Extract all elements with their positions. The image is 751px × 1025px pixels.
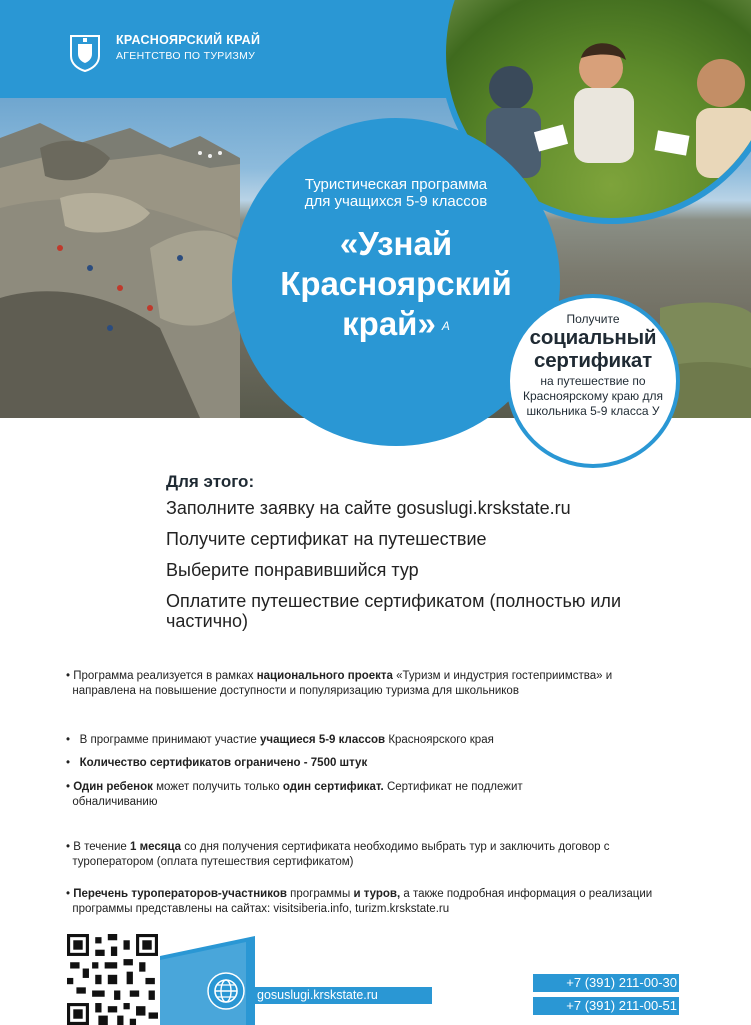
certificate-word: сертификат	[534, 349, 652, 372]
program-title-line3: край»	[342, 305, 436, 342]
info-text: обналичиванию	[72, 796, 158, 808]
certificate-social: социальный	[529, 326, 657, 349]
certificate-text	[510, 312, 676, 419]
info-text: программы представлены на сайтах: visitsiberia.info, turizm.krskstate.ru	[72, 903, 450, 915]
certificate-line2: Красноярскому краю для	[522, 389, 664, 403]
org-title: КРАСНОЯРСКИЙ КРАЙ	[116, 33, 261, 47]
info-national-project: • Программа реализуется в рамках национального проекта «Туризм и индустрия гостеприимства» и направлена на повышение доступности и популяризацию туризма для школьников	[66, 670, 613, 697]
program-title-line2: Красноярский	[280, 265, 512, 302]
step-item: Оплатите путешествие сертификатом (полностью или частично)	[166, 591, 621, 631]
steps-heading: Для этого:	[166, 472, 255, 491]
info-bold: Один ребенок	[73, 781, 153, 793]
info-text: В программе принимают участие	[79, 734, 261, 746]
info-bold: Количество сертификатов ограничено - 7500 штук	[79, 757, 368, 769]
globe-icon	[207, 972, 245, 1010]
info-bold: национального проекта	[256, 670, 393, 682]
info-text: В течение	[73, 841, 131, 853]
info-bold: и туров,	[353, 888, 401, 900]
info-bold: один сертификат.	[282, 781, 384, 793]
info-text: Сертификат не подлежит	[383, 781, 523, 793]
info-text: а также подробная информация о реализации	[400, 888, 653, 900]
info-text: Красноярского края	[385, 734, 494, 746]
info-bold: 1 месяца	[130, 841, 182, 853]
step-item: Выберите понравившийся тур	[166, 560, 419, 580]
org-subtitle: АГЕНТСТВО ПО ТУРИЗМУ	[116, 50, 256, 62]
info-text: может получить только	[152, 781, 283, 793]
info-one-certificate: • Один ребенок может получить только один сертификат. Сертификат не подлежит обналичиванию	[66, 781, 523, 808]
certificate-circle	[506, 294, 680, 468]
info-text: Программа реализуется в рамках	[73, 670, 257, 682]
step-item: Получите сертификат на путешествие	[166, 529, 487, 549]
phone-number-1[interactable]: +7 (391) 211-00-30	[533, 974, 679, 992]
qr-code[interactable]	[67, 934, 158, 1025]
info-text: со дня получения сертификата необходимо выбрать тур и заключить договор с	[181, 841, 610, 853]
phone-number-2[interactable]: +7 (391) 211-00-51	[533, 997, 679, 1015]
info-operators: • Перечень туроператоров-участников программы и туров, а также подробная информация о реализации программы представлены на сайтах: visitsiberia.info, turizm.krskstate.ru	[66, 888, 653, 915]
step-item: Заполните заявку на сайте gosuslugi.krskstate.ru	[166, 498, 571, 518]
certificate-details	[510, 374, 676, 419]
certificate-get: Получите	[566, 312, 620, 326]
info-limit: • Количество сертификатов ограничено - 7500 штук	[66, 757, 368, 769]
agency-logo	[68, 30, 288, 76]
info-text: программы	[286, 888, 354, 900]
info-text: туроператором (оплата путешествия сертификатом)	[72, 856, 354, 868]
steps-list	[166, 472, 726, 642]
certificate-line1: на путешествие по	[540, 374, 646, 388]
info-text: направлена на повышение доступности и популяризацию туризма для школьников	[72, 685, 519, 697]
coat-of-arms-icon	[68, 32, 102, 72]
info-bold: Перечень туроператоров-участников	[73, 888, 287, 900]
program-subtitle-line2: для учащихся 5-9 классов	[304, 193, 488, 210]
program-subtitle	[232, 176, 560, 210]
info-deadline: • В течение 1 месяца со дня получения сертификата необходимо выбрать тур и заключить договор с туроператором (оплата путешествия сертификатом)	[66, 841, 610, 868]
certificate-line3: школьника 5-9 класса У	[526, 404, 660, 418]
program-subtitle-line1: Туристическая программа	[304, 176, 488, 193]
info-participants: • В программе принимают участие учащиеся 5-9 классов Красноярского края	[66, 734, 494, 746]
title-mark: A	[441, 319, 450, 334]
program-title-line1: «Узнай	[339, 225, 453, 262]
info-text: «Туризм и индустрия гостеприимства» и	[392, 670, 613, 682]
website-link[interactable]: gosuslugi.krskstate.ru	[255, 987, 432, 1004]
info-bold: учащиеся 5-9 классов	[260, 734, 386, 746]
